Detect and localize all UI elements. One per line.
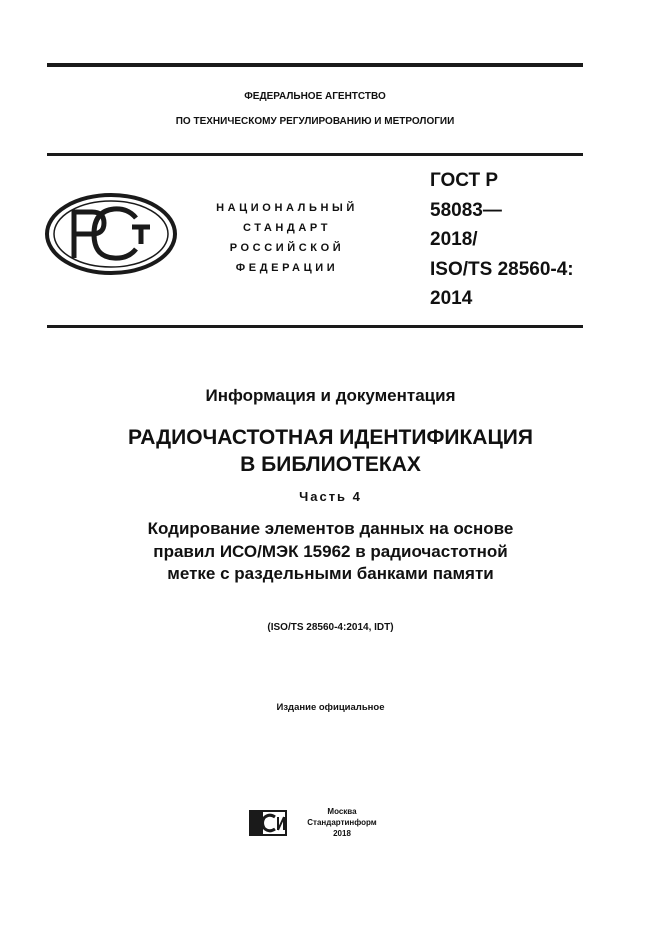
designation-line: ГОСТ Р <box>430 170 499 191</box>
header-rule <box>47 153 583 156</box>
subtitle-line: метке с раздельными банками памяти <box>167 564 494 583</box>
publisher-name: Стандартинформ <box>307 818 377 827</box>
subtitle <box>47 518 614 586</box>
agency-line-1: ФЕДЕРАЛЬНОЕ АГЕНТСТВО <box>244 91 386 102</box>
national-standard-line: НАЦИОНАЛЬНЫЙ <box>216 202 358 214</box>
top-rule <box>47 63 583 67</box>
standard-designation <box>430 166 580 314</box>
publisher-year: 2018 <box>333 829 351 838</box>
national-standard-line: ФЕДЕРАЦИИ <box>235 262 339 274</box>
title-rule <box>47 325 583 328</box>
edition-label: Издание официальное <box>276 702 385 713</box>
national-standard-label <box>197 198 377 278</box>
main-title-line-2: В БИБЛИОТЕКАХ <box>240 453 421 476</box>
agency-line-2: ПО ТЕХНИЧЕСКОМУ РЕГУЛИРОВАНИЮ И МЕТРОЛОГИИ <box>175 116 455 127</box>
part-label: Часть 4 <box>299 489 362 504</box>
designation-line: 2018/ <box>430 229 478 250</box>
designation-line: 58083— <box>430 199 502 221</box>
identical-to-note: (ISO/TS 28560-4:2014, IDT) <box>267 622 394 633</box>
publisher-city: Москва <box>327 807 357 816</box>
publisher-info <box>302 806 382 839</box>
national-standard-line: РОССИЙСКОЙ <box>229 242 345 254</box>
subtitle-line: правил ИСО/МЭК 15962 в радиочастотной <box>153 541 508 561</box>
standartinform-logo-icon <box>249 810 287 836</box>
rosstandart-pct-icon <box>44 192 178 276</box>
national-standard-line: СТАНДАРТ <box>242 222 332 234</box>
subtitle-line: Кодирование элементов данных на основе <box>147 519 514 538</box>
designation-line: 2014 <box>430 288 473 309</box>
main-title-line-1: РАДИОЧАСТОТНАЯ ИДЕНТИФИКАЦИЯ <box>128 426 533 449</box>
series-title: Информация и документация <box>205 386 456 405</box>
designation-line: ISO/TS 28560-4: <box>430 258 574 280</box>
main-title <box>47 424 614 478</box>
